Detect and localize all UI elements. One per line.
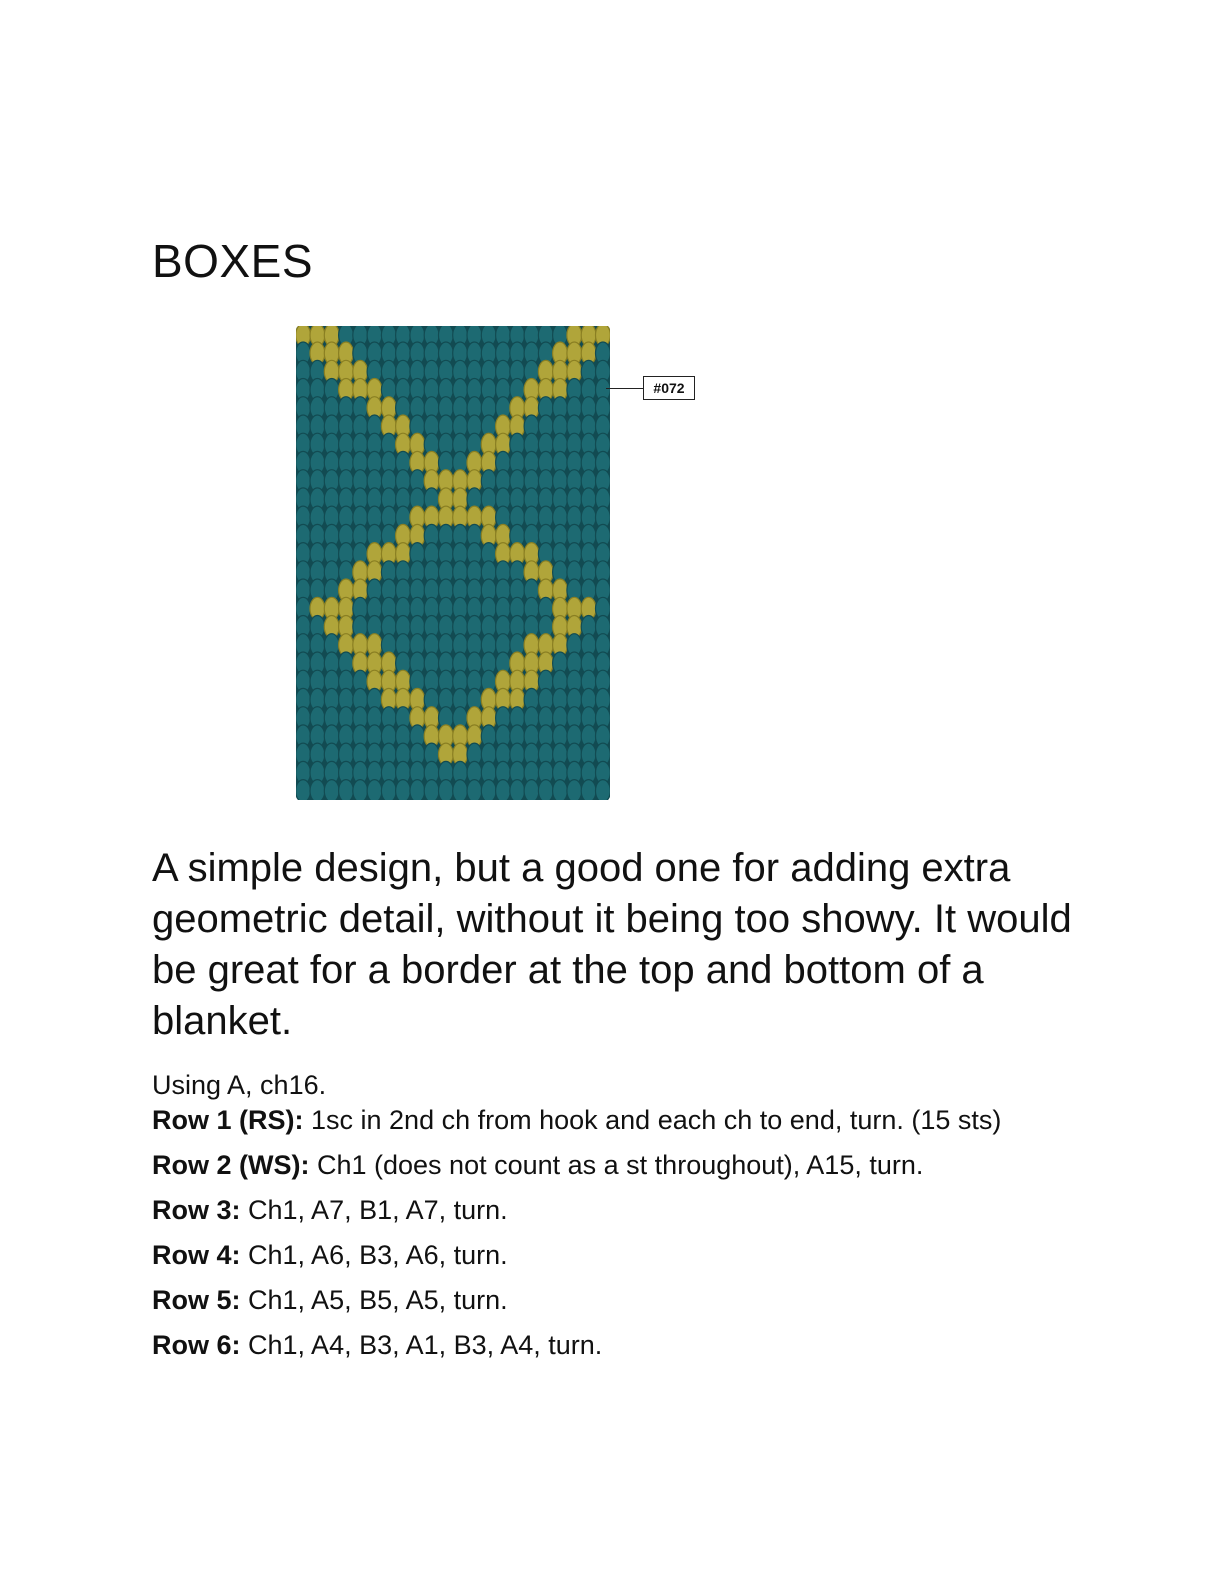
instruction-row: [152, 1193, 1052, 1228]
stitch-main: [367, 780, 382, 800]
stitch-main: [596, 780, 611, 800]
crochet-swatch-graphic: [296, 326, 610, 800]
row-text: Ch1, A7, B1, A7, turn.: [240, 1195, 508, 1225]
stitch-main: [581, 780, 596, 800]
instruction-start: Using A, ch16.: [152, 1070, 327, 1100]
pattern-instructions: [152, 1068, 1052, 1373]
stitch-main: [396, 780, 411, 800]
row-label: Row 6:: [152, 1330, 241, 1360]
stitch-main: [410, 780, 425, 800]
stitch-main: [453, 780, 468, 800]
stitch-main: [310, 780, 325, 800]
instruction-row: [152, 1328, 1052, 1363]
stitch-main: [424, 780, 439, 800]
stitch-main: [496, 780, 511, 800]
stitch-main: [524, 780, 539, 800]
instruction-row: [152, 1238, 1052, 1273]
stitch-main: [467, 780, 482, 800]
stitch-main: [439, 780, 454, 800]
page-title: BOXES: [152, 235, 314, 287]
stitch-main: [510, 780, 525, 800]
row-label: Row 2 (WS):: [152, 1150, 310, 1180]
instruction-row: [152, 1283, 1052, 1318]
instruction-row: [152, 1103, 1052, 1138]
stitch-main: [538, 780, 553, 800]
row-label: Row 1 (RS):: [152, 1105, 304, 1135]
stitch-main: [296, 780, 311, 800]
row-label: Row 4:: [152, 1240, 241, 1270]
row-text: Ch1, A5, B5, A5, turn.: [240, 1285, 508, 1315]
stitch-main: [481, 780, 496, 800]
row-label: Row 3:: [152, 1195, 241, 1225]
row-text: Ch1, A6, B3, A6, turn.: [240, 1240, 508, 1270]
stitch-main: [567, 780, 582, 800]
row-label: Row 5:: [152, 1285, 241, 1315]
row-text: Ch1, A4, B3, A1, B3, A4, turn.: [240, 1330, 603, 1360]
row-text: 1sc in 2nd ch from hook and each ch to end, turn. (15 sts): [303, 1105, 1002, 1135]
swatch-number-tag: #072: [643, 376, 695, 400]
stitch-main: [339, 780, 354, 800]
stitch-main: [553, 780, 568, 800]
swatch-image: [296, 326, 610, 800]
stitch-main: [353, 780, 368, 800]
stitch-main: [324, 780, 339, 800]
row-text: Ch1 (does not count as a st throughout), A15, turn.: [309, 1150, 924, 1180]
tag-leader-line: [606, 388, 644, 389]
instruction-row: [152, 1148, 1052, 1183]
stitch-main: [381, 780, 396, 800]
intro-paragraph: A simple design, but a good one for adding extra geometric detail, without it being too showy. It would be great for a border at the top and bottom of a blanket.: [152, 846, 1072, 1043]
